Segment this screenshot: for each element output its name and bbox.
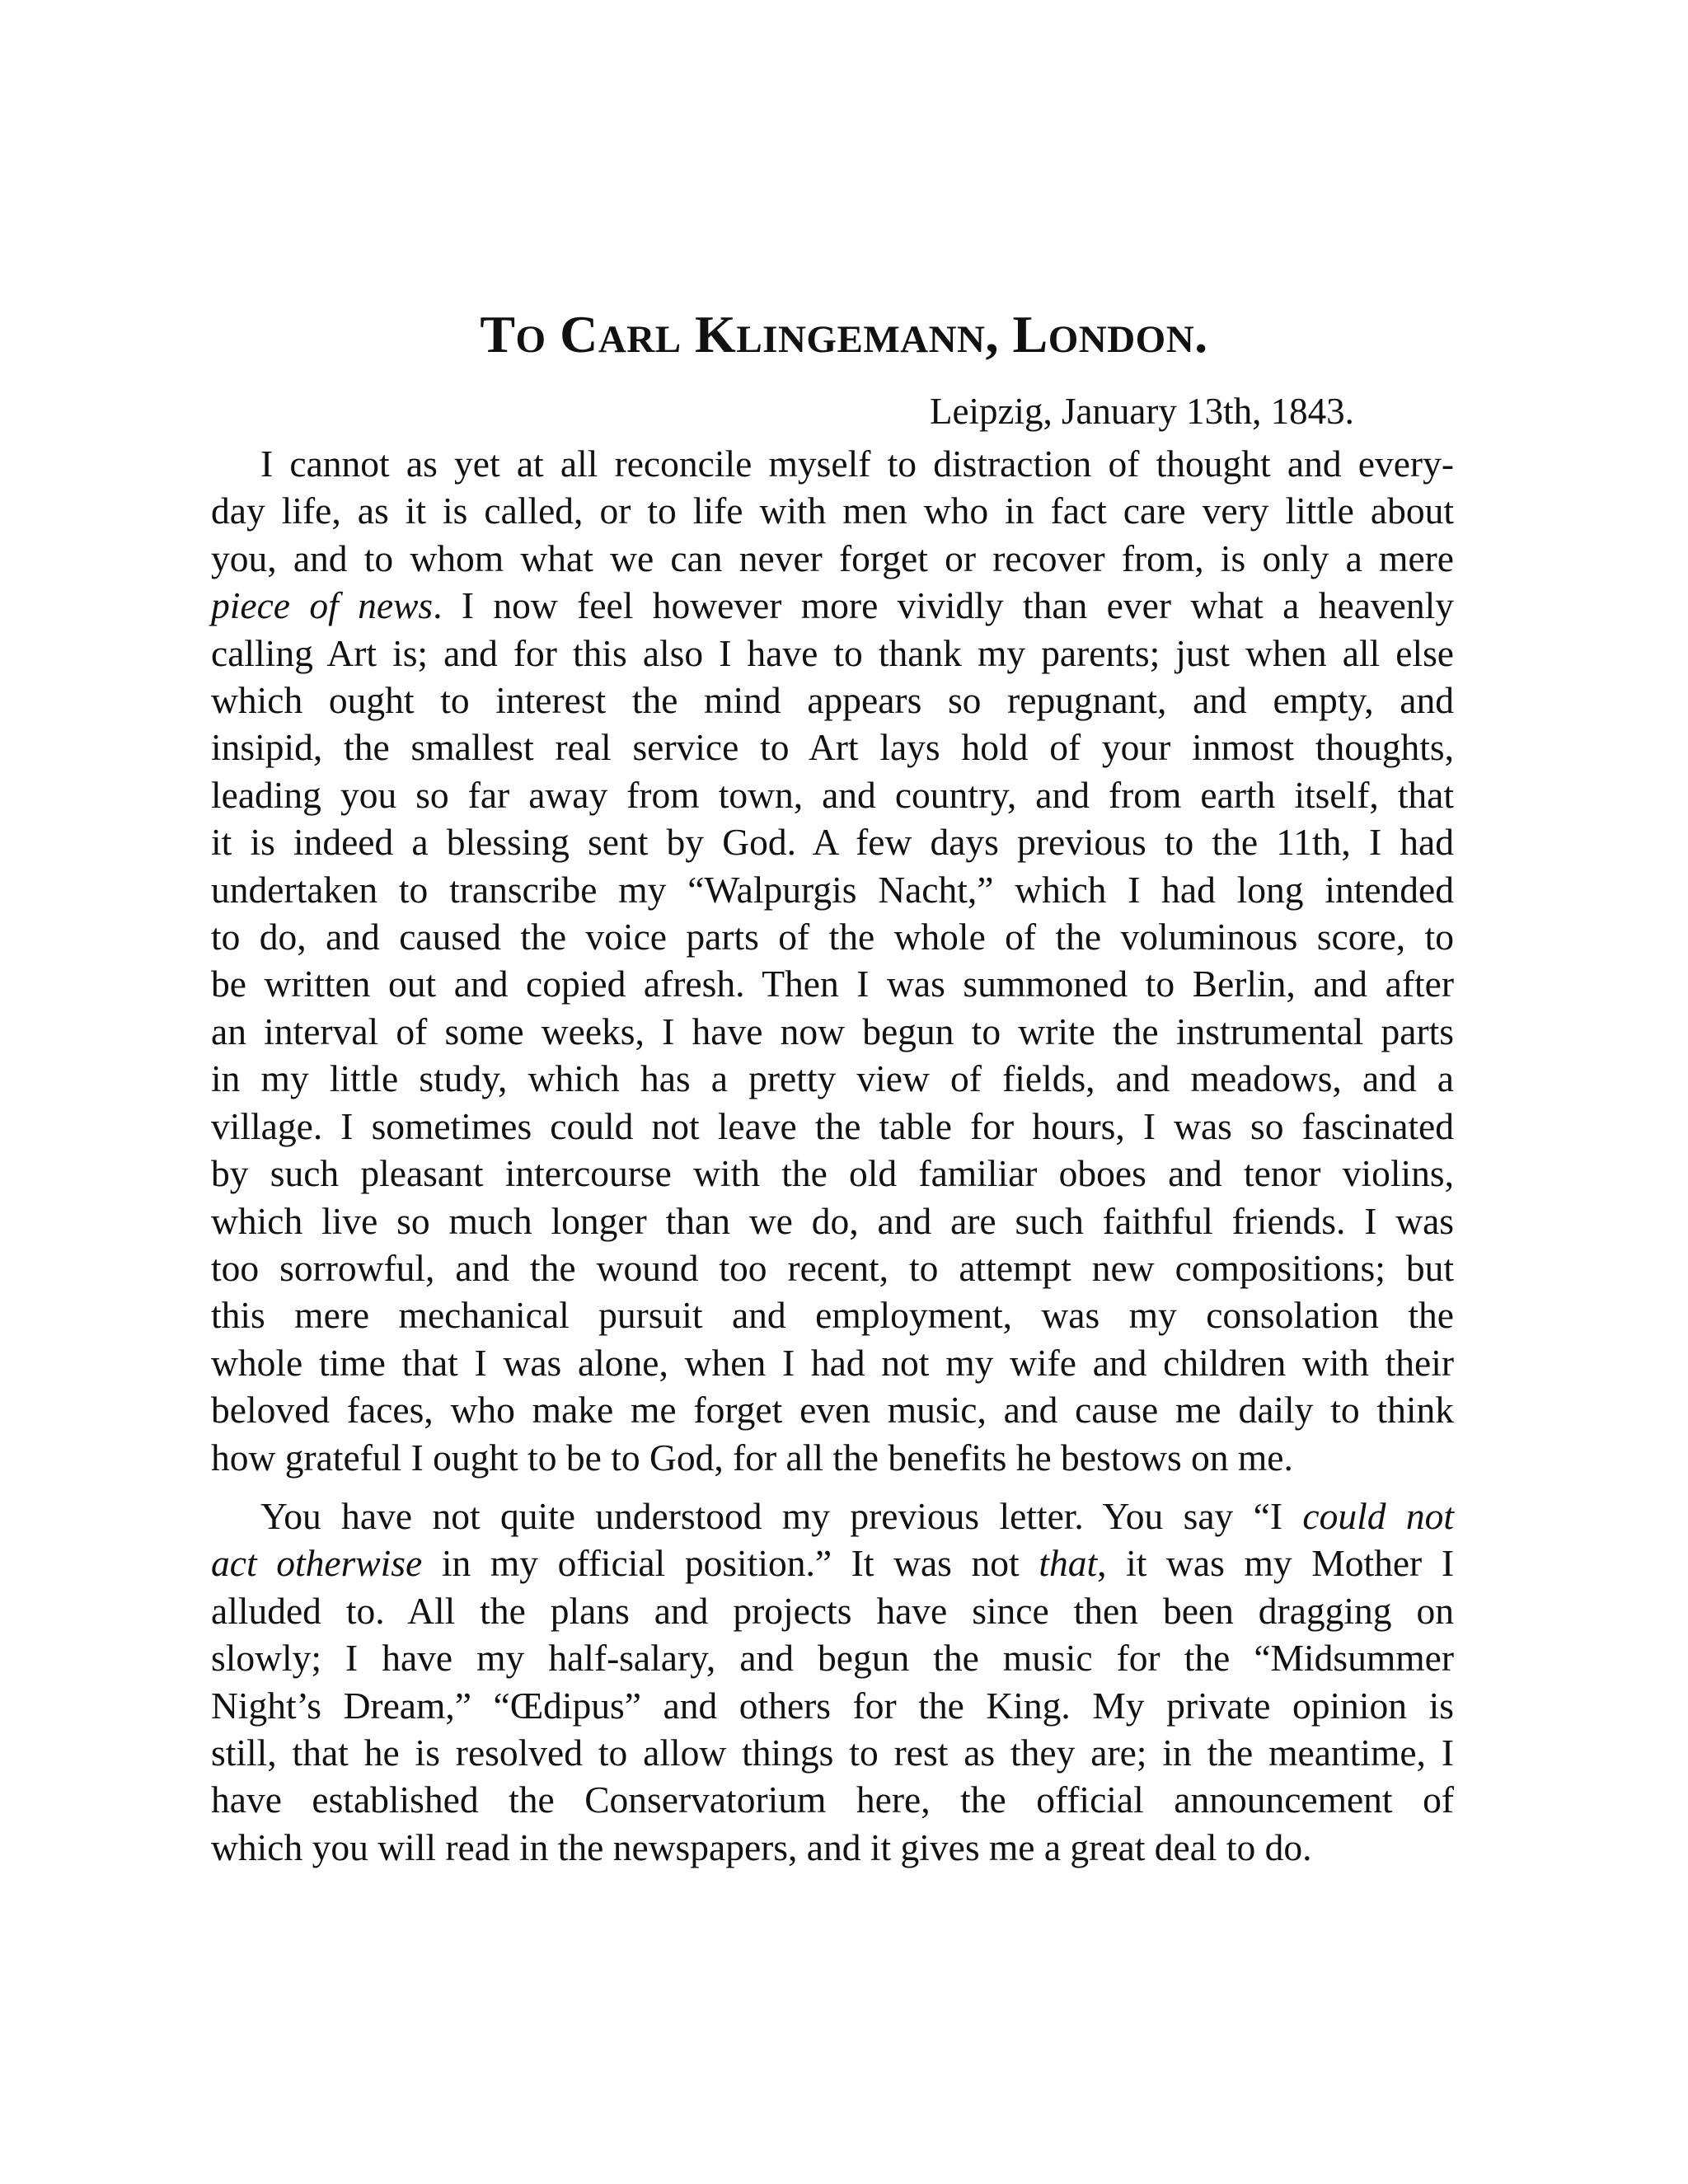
heading-london-initial: L [1012,305,1048,363]
text-line: by such pleasant intercourse with the old familiar oboes and tenor violins, [211,1152,1454,1195]
text-line: how grateful I ought to be to God, for all the benefits he bestows on me. [211,1436,1293,1479]
heading-london-rest: ONDON [1048,318,1195,361]
text-line: I cannot as yet at all reconcile myself to distraction of thought and every- [260,443,1454,485]
text-line: which ought to interest the mind appears so repugnant, and empty, and [211,679,1454,722]
letter-body [211,440,1454,1871]
text-line: which you will read in the newspapers, and it gives me a great deal to do. [211,1825,1312,1868]
text-run: in my official position.” It was not [422,1542,1039,1585]
heading-comma: , [985,305,1013,363]
text-line: too sorrowful, and the wound too recent, to attempt new compositions; but [211,1246,1454,1289]
text-line: you, and to whom what we can never forget or recover from, is only a mere [211,537,1454,579]
text-line: slowly; I have my half-salary, and begun the music for the “Midsummer [211,1637,1454,1680]
heading-period: . [1194,305,1208,363]
text-line: have established the Conservatorium here, the official announcement of [211,1779,1454,1821]
text-line: it is indeed a blessing sent by God. A few days previous to the 11th, I had [211,821,1454,864]
text-line: calling Art is; and for this also I have to thank my parents; just when all else [211,631,1454,674]
text-line [211,1540,1454,1586]
text-line: to do, and caused the voice parts of the whole of the voluminous score, to [211,916,1454,958]
text-line: village. I sometimes could not leave the table for hours, I was so fascinated [211,1104,1454,1147]
text-line: which live so much longer than we do, and are such faithful friends. I was [211,1199,1454,1242]
text-line: be written out and copied afresh. Then I was summoned to Berlin, and after [211,963,1454,1005]
heading-klingemann-initial: K [695,305,737,363]
italic-phrase: could not [1302,1494,1454,1537]
text-line: an interval of some weeks, I have now begun to write the instrumental parts [211,1010,1454,1052]
heading-carl-initial: C [560,305,598,363]
text-line: in my little study, which has a pretty view of fields, and meadows, and a [211,1057,1454,1100]
text-line: leading you so far away from town, and country, and from earth itself, that [211,773,1454,816]
dateline: Leipzig, January 13th, 1843. [930,391,1354,432]
text-line: Night’s Dream,” “Œdipus” and others for the King. My private opinion is [211,1684,1454,1727]
italic-phrase: act otherwise [211,1542,423,1585]
text-line: beloved faces, who make me forget even music, and cause me daily to think [211,1389,1454,1432]
text-line [211,1493,1454,1540]
heading-to-initial: T [480,305,516,363]
text-run: , it was my Mother I [1097,1542,1454,1585]
italic-phrase: that [1039,1542,1098,1585]
text-line: still, that he is resolved to allow things to rest as they are; in the meantime, I [211,1731,1454,1774]
paragraph-2 [211,1493,1454,1871]
text-line-rest: . I now feel however more vividly than ever what a heavenly [433,584,1454,627]
letter-heading [0,303,1688,371]
heading-klingemann-rest: LINGEMANN [736,318,986,361]
text-line [211,582,1454,629]
heading-carl-rest: ARL [598,318,682,361]
heading-to-rest: O [515,318,546,361]
text-line: undertaken to transcribe my “Walpurgis Nacht,” which I had long intended [211,868,1454,911]
paragraph-1 [211,440,1454,1481]
text-line: alluded to. All the plans and projects have since then been dragging on [211,1589,1454,1632]
text-line: insipid, the smallest real service to Art lays hold of your inmost thoughts, [211,726,1454,769]
italic-phrase: piece of news [211,584,434,627]
text-line: whole time that I was alone, when I had not my wife and children with their [211,1341,1454,1384]
text-line: day life, as it is called, or to life with men who in fact care very little about [211,490,1454,532]
text-run: You have not quite understood my previous letter. You say “I [260,1494,1303,1537]
text-line: this mere mechanical pursuit and employment, was my consolation the [211,1294,1454,1337]
